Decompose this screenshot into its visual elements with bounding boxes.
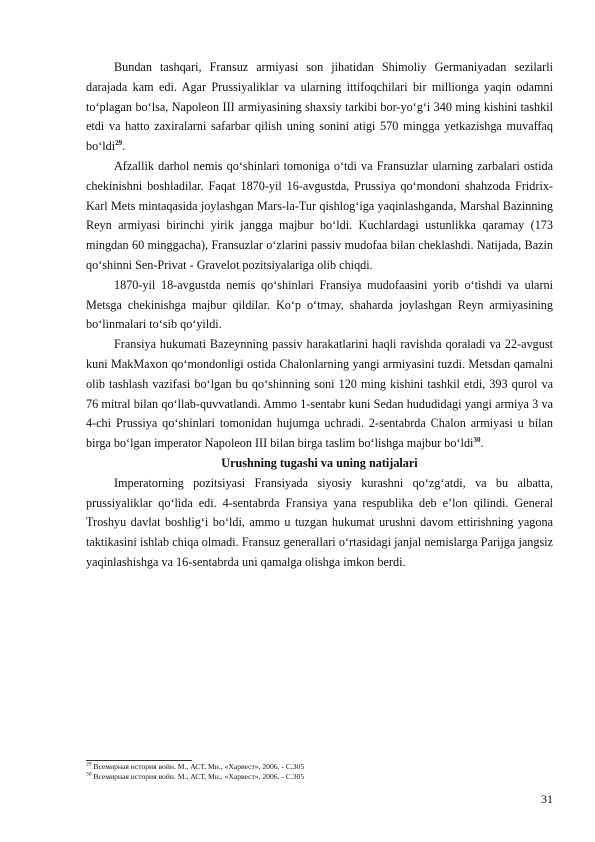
body-text xyxy=(86,58,553,573)
footnote-30 xyxy=(86,772,553,782)
paragraph-4: Fransiya hukumati Bazeynning passiv harakatlarini haqli ravishda qoraladi va 22-avgust kuni MakMaxon qo‘mondonligi ostida Chalonlarning yangi armiyasini tuzdi. Metsdan qamalni olib tashlash vazifasi bo‘lgan bu qo‘shinning soni 120 ming kishini tashkil etdi, 393 qurol va 76 mitral bilan qo‘llab-quvvatlandi. Ammo 1-sentabr kuni Sedan hududidagi yangi armiya 3 va 4-chi Prussiya qo‘shinlari tomonidan hujumga uchradi. 2-sentabrda Chalon armiyasi u bilan birga bo‘lgan imperator Napoleon III bilan birga taslim bo‘lishga majbur bo‘ldi$^{30}$. xyxy=(86,337,553,451)
footnote-text: Всемирная история войн. М., АСТ, Мн., «Харвест», 2006. - С.305 xyxy=(93,762,305,771)
paragraph-4-text: Fransiya hukumati Bazeynning passiv harakatlarini haqli ravishda qoraladi va 22-avgust kuni MakMaxon qo‘mondonligi ostida Chalonlarning yangi armiyasini tuzdi. Metsdan qamalni olib tashlash vazifasi bo‘lgan bu qo‘shinning soni 120 ming kishini tashkil etdi, 393 qurol va 76 mitral bilan qo‘llab-quvvatlandi. Ammo 1-sentabr kuni Sedan hududidagi yangi armiya 3 va 4-chi Prussiya qo‘shinlari tomonidan hujumga uchradi. 2-sentabrda Chalon armiyasi u bilan birga bo‘lgan imperator Napoleon III bilan birga taslim bo‘lishga majbur bo‘ldi xyxy=(86,337,553,451)
footnote-number: 30 xyxy=(86,771,92,778)
footnote-ref-30: 30 xyxy=(473,436,481,445)
footnote-ref-29: 29 xyxy=(115,139,123,148)
paragraph-1-text: Bundan tashqari, Fransuz armiyasi son jihatidan Shimoliy Germaniyadan sezilarli darajada kam edi. Agar Prussiyaliklar va ularning ittifoqchilari bir millionga yaqin odamni to‘plagan bo‘lsa, Napoleon III armiyasining shaxsiy tarkibi bor-yo‘g‘i 340 ming kishini tashkil etdi va hatto zaxiralarni safarbar qilish uning sonini atigi 570 mingga yetkazishga muvaffaq bo‘ldi xyxy=(86,60,553,154)
paragraph-1: Bundan tashqari, Fransuz armiyasi son jihatidan Shimoliy Germaniyadan sezilarli darajada kam edi. Agar Prussiyaliklar va ularning ittifoqchilari bir millionga yaqin odamni to‘plagan bo‘lsa, Napoleon III armiyasining shaxsiy tarkibi bor-yo‘g‘i 340 ming kishini tashkil etdi va hatto zaxiralarni safarbar qilish uning sonini atigi 570 mingga yetkazishga muvaffaq bo‘ldi$^{29}$. xyxy=(86,60,553,154)
section-heading: Urushning tugashi va uning natijalari xyxy=(221,455,418,470)
page-number: 31 xyxy=(541,792,553,806)
paragraph-3: 1870-yil 18-avgustda nemis qo‘shinlari Fransiya mudofaasini yorib o‘tishdi va ularni Metsga chekinishga majbur qildilar. Ko‘p o‘tmay, shaharda joylashgan Reyn armiyasining bo‘linmalari to‘sib qo‘yildi. xyxy=(86,277,553,332)
footnote-number: 29 xyxy=(86,761,92,768)
footnote-divider xyxy=(86,760,192,761)
footnotes xyxy=(86,762,553,782)
paragraph-5: Imperatorning pozitsiyasi Fransiyada siyosiy kurashni qo‘zg‘atdi, va bu albatta, prussiyaliklar qo‘lida edi. 4-sentabrda Fransiya yana respublika deb e’lon qilindi. General Troshyu davlat boshlig‘i bo‘ldi, ammo u tuzgan hukumat urushni davom ettirishning yagona taktikasini ishlab chiqa olmadi. Fransuz generallari o‘rtasidagi janjal nemislarga Parijga jangsiz yaqinlashishga va 16-sentabrda uni qamalga olishga imkon berdi. xyxy=(86,475,553,569)
footnote-29 xyxy=(86,762,553,772)
paragraph-2: Afzallik darhol nemis qo‘shinlari tomoniga o‘tdi va Fransuzlar ularning zarbalari ostida chekinishni boshladilar. Faqat 1870-yil 16-avgustda, Prussiya qo‘mondoni shahzoda Fridrix-Karl Mets mintaqasida joylashgan Mars-la-Tur qishlog‘iga yaqinlashganda, Marshal Bazinning Reyn armiyasi birinchi yirik jangga majbur bo‘ldi. Kuchlardagi ustunlikka qaramay (173 mingdan 60 minggacha), Fransuzlar o‘zlarini passiv mudofaa bilan cheklashdi. Natijada, Bazin qo‘shinni Sen-Privat - Gravelot pozitsiyalariga olib chiqdi. xyxy=(86,158,553,272)
footnote-text: Всемирная история войн. М., АСТ, Мн., «Харвест», 2006. - С.305 xyxy=(93,772,305,781)
